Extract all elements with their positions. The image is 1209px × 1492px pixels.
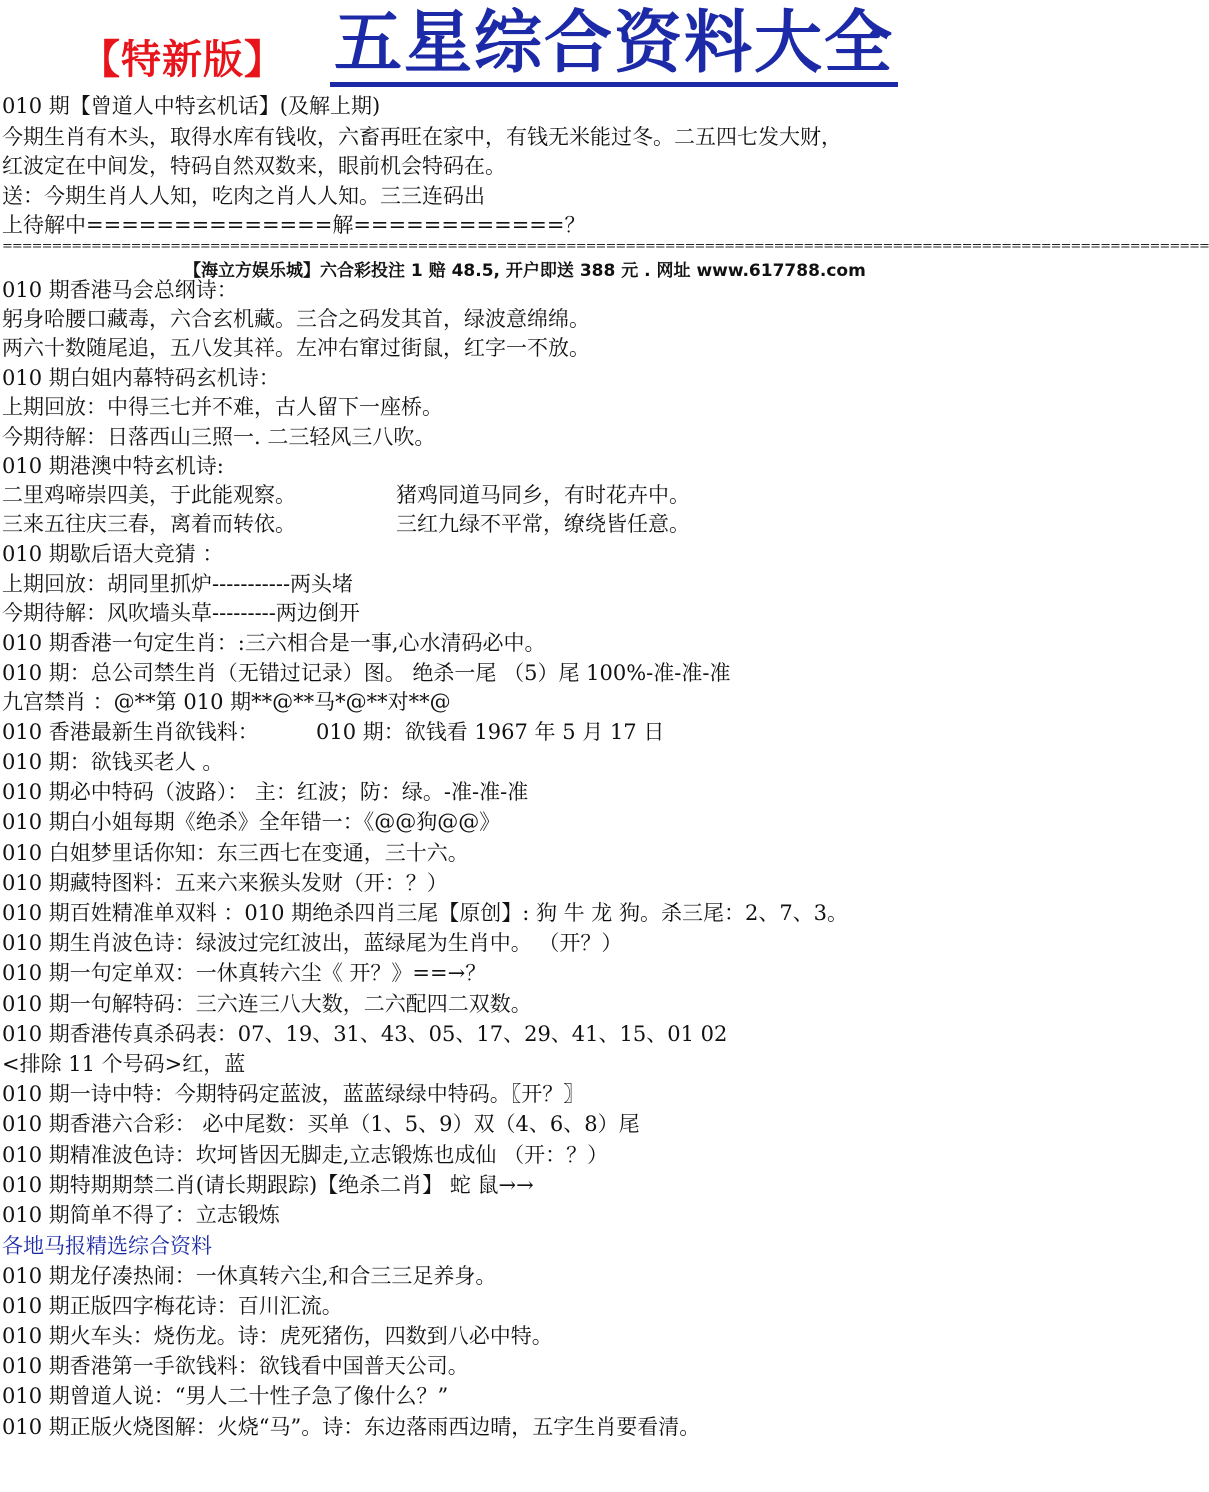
text-line: 010 期：总公司禁生肖（无错过记录）图。 绝杀一尾 （5）尾 100%-准-准-准: [2, 661, 731, 685]
text-line: 上待解中==============解============？: [2, 213, 586, 237]
text-line: 010 期精准波色诗：坎坷皆因无脚走,立志锻炼也成仙 （开：？）: [2, 1143, 609, 1167]
text-line: 今期待解：日落西山三照一. 二三轻风三八吹。: [2, 425, 436, 449]
text-line: 010 期港澳中特玄机诗:: [2, 454, 224, 478]
edition-badge: 【特新版】: [80, 37, 285, 83]
text-line: 010 期一句定单双：一休真转六尘《 开？》==→？: [2, 961, 487, 985]
text-line: 红波定在中间发，特码自然双数来，眼前机会特码在。: [2, 154, 506, 178]
money-line-left: 010 香港最新生肖欲钱料：: [2, 720, 259, 744]
ad-banner: 【海立方娱乐城】六合彩投注 1 赔 48.5, 开户即送 388 元 . 网址 www.617788.com: [184, 261, 866, 281]
text-line: 010 期白姐内幕特码玄机诗：: [2, 366, 280, 390]
text-line: 010 期正版火烧图解：火烧“马”。诗：东边落雨西边晴，五字生肖要看清。: [2, 1415, 701, 1439]
text-line: 今期待解：风吹墙头草---------两边倒开: [2, 601, 360, 625]
text-line: 今期生肖有木头，取得水库有钱收，六畜再旺在家中，有钱无米能过冬。二五四七发大财，: [2, 125, 842, 149]
text-line: 010 期正版四字梅花诗：百川汇流。: [2, 1294, 343, 1318]
text-line: 010 期一句解特码：三六连三八大数，二六配四二双数。: [2, 992, 532, 1016]
page-header: [0, 0, 960, 92]
poem-right: 三红九绿不平常，缭绕皆任意。: [396, 512, 690, 536]
poem-left: 二里鸡啼崇四美，于此能观察。: [2, 483, 296, 507]
divider-line: ==========================================================================================================================: [2, 239, 1209, 254]
text-line: 010 白姐梦里话你知：东三西七在变通，三十六。: [2, 841, 469, 865]
text-line: 010 期香港一句定生肖：:三六相合是一事,心水清码必中。: [2, 631, 546, 655]
text-line: 上期回放：中得三七并不难，古人留下一座桥。: [2, 395, 443, 419]
text-line: 010 期生肖波色诗：绿波过完红波出，蓝绿尾为生肖中。 （开？）: [2, 931, 623, 955]
text-line: 010 期曾道人说：“男人二十性子急了像什么？”: [2, 1384, 449, 1408]
text-line: 躬身哈腰口藏毒，六合玄机藏。三合之码发其首，绿波意绵绵。: [2, 307, 590, 331]
text-line: 上期回放：胡同里抓炉-----------两头堵: [2, 572, 354, 596]
poem-left: 三来五往庆三春，离着而转依。: [2, 512, 296, 536]
text-line: 送：今期生肖人人知，吃肉之肖人人知。三三连码出: [2, 184, 485, 208]
poem-right: 猪鸡同道马同乡，有时花卉中。: [396, 483, 690, 507]
text-line: 010 期特期期禁二肖(请长期跟踪)【绝杀二肖】 蛇 鼠→→: [2, 1173, 534, 1197]
money-line-right: 010 期：欲钱看 1967 年 5 月 17 日: [316, 720, 665, 744]
section-title: 各地马报精选综合资料: [2, 1234, 212, 1258]
text-line: 010 期香港马会总纲诗：: [2, 278, 238, 302]
page-title: 五星综合资料大全: [330, 6, 898, 87]
text-line: 两六十数随尾追，五八发其祥。左冲右窜过街鼠，红字一不放。: [2, 336, 590, 360]
text-line: 010 期白小姐每期《绝杀》全年错一：《@@狗@@》: [2, 810, 501, 834]
text-line: 010 期歇后语大竞猜 ：: [2, 542, 224, 566]
text-line: 010 期香港六合彩： 必中尾数：买单（1、5、9）双（4、6、8）尾: [2, 1112, 640, 1136]
text-line: 010 期火车头：烧伤龙。诗：虎死猪伤，四数到八必中特。: [2, 1324, 553, 1348]
text-line: 010 期必中特码（波路）： 主：红波；防：绿。-准-准-准: [2, 780, 529, 804]
text-line: <排除 11 个号码>红，蓝: [2, 1052, 246, 1076]
text-line: 010 期龙仔凑热闹：一休真转六尘,和合三三足养身。: [2, 1264, 497, 1288]
text-line: 010 期一诗中特：今期特码定蓝波，蓝蓝绿绿中特码。〖开？〗: [2, 1082, 585, 1106]
text-line: 010 期香港传真杀码表：07、19、31、43、05、17、29、41、15、01 02: [2, 1022, 728, 1046]
text-line: 010 期简单不得了：立志锻炼: [2, 1203, 280, 1227]
text-line: 九宫禁肖 ：@**第 010 期**@**马*@**对**@: [2, 690, 451, 714]
text-line: 010 期香港第一手欲钱料：欲钱看中国普天公司。: [2, 1354, 469, 1378]
text-line: 010 期藏特图料：五来六来猴头发财（开：？）: [2, 871, 448, 895]
text-line: 010 期百姓精准单双料 ：010 期绝杀四肖三尾【原创】: 狗 牛 龙 狗。杀三尾：2、7、3。: [2, 901, 849, 925]
text-line: 010 期：欲钱买老人 。: [2, 750, 224, 774]
text-line: 010 期【曾道人中特玄机话】(及解上期): [2, 94, 381, 118]
